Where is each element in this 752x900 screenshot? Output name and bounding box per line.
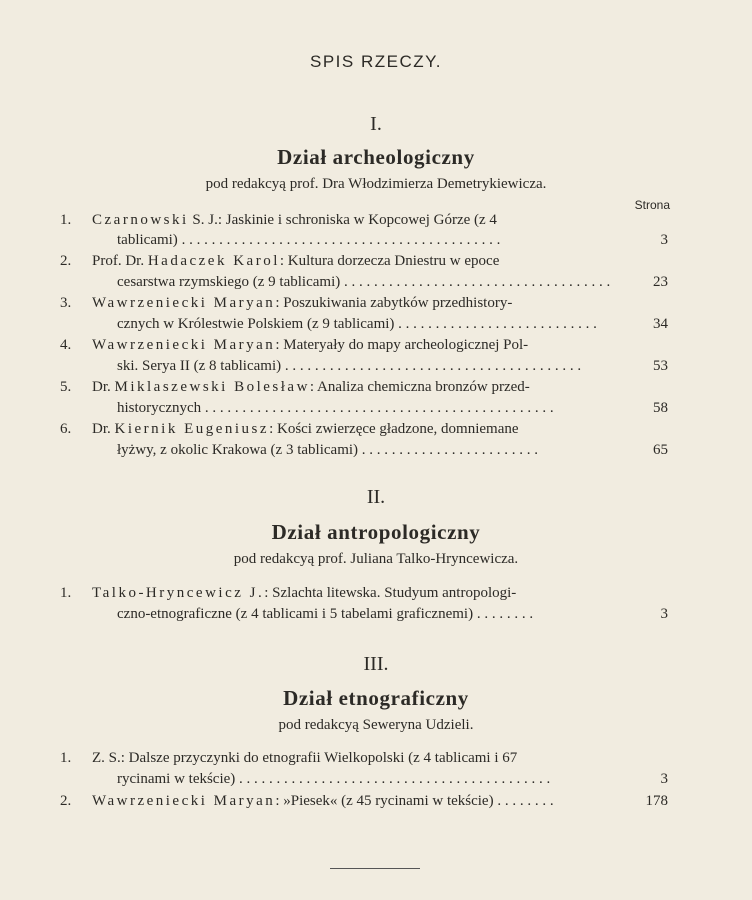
- entry-number: 3.: [60, 295, 72, 311]
- page-column-header: Strona: [634, 198, 670, 212]
- entry-page: 3: [660, 232, 668, 248]
- section-numeral: I.: [370, 113, 382, 135]
- entry-line: [92, 421, 620, 438]
- entry-number: 2.: [60, 253, 72, 269]
- entry-number: 1.: [60, 750, 72, 766]
- entry-title-cont: czno-etnograficzne (z 4 tablicami i 5 tabelami graficznemi): [117, 606, 474, 622]
- entry-line-cont: czno-etnograficzne (z 4 tablicami i 5 tabelami graficznemi) . . . . . . . .: [117, 606, 534, 622]
- entry-page: 3: [660, 771, 668, 787]
- section-editor: pod redakcyą Seweryna Udzieli.: [278, 717, 474, 733]
- entry-line-cont: cesarstwa rzymskiego (z 9 tablicami) . . . . . . . . . . . . . . . . . . . . . . . . . . . . . . . . . . . .: [117, 274, 611, 290]
- entry-title: S. J.: Jaskinie i schroniska w Kopcowej Górze (z 4: [188, 212, 497, 228]
- entry-title: : Kultura dorzecza Dniestru w epoce: [279, 253, 500, 269]
- entry-author: Czarnowski: [92, 212, 189, 228]
- entry-author: Hadaczek Karol: [147, 253, 280, 269]
- entry-title-cont: tablicami): [117, 232, 178, 248]
- closing-rule: [330, 868, 420, 869]
- entry-page: 34: [653, 316, 668, 332]
- entry-line-cont: łyżwy, z okolic Krakowa (z 3 tablicami) . . . . . . . . . . . . . . . . . . . . . . . .: [117, 442, 539, 458]
- entry-author-prefix: Dr.: [92, 379, 115, 395]
- entry-line: [92, 337, 620, 354]
- entry-title: : Kości zwierzęce gładzone, domniemane: [269, 421, 519, 437]
- entry-title-cont: cznych w Królestwie Polskiem (z 9 tablicami): [117, 316, 395, 332]
- entry-line: [92, 295, 620, 312]
- entry-title-cont: ski. Serya II (z 8 tablicami): [117, 358, 282, 374]
- entry-line: [92, 212, 620, 229]
- section-heading: Dział antropologiczny: [271, 520, 481, 544]
- entry-number: 5.: [60, 379, 72, 395]
- entry-title: : Dalsze przyczynki do etnografii Wielkopolski (z 4 tablicami i 67: [120, 750, 518, 766]
- entry-author: Wawrzeniecki Maryan: [92, 793, 276, 809]
- entry-author: Wawrzeniecki Maryan: [92, 337, 276, 353]
- entry-title-cont: rycinami w tekście): [117, 771, 236, 787]
- entry-title-cont: cesarstwa rzymskiego (z 9 tablicami): [117, 274, 341, 290]
- entry-author: Kiernik Eugeniusz: [114, 421, 270, 437]
- entry-line-cont: cznych w Królestwie Polskiem (z 9 tablicami) . . . . . . . . . . . . . . . . . . . . . . . . . . .: [117, 316, 597, 332]
- entry-number: 1.: [60, 212, 72, 228]
- entry-line-cont: historycznych . . . . . . . . . . . . . . . . . . . . . . . . . . . . . . . . . . . . . . . . . . . . . . .: [117, 400, 554, 416]
- entry-line-cont: ski. Serya II (z 8 tablicami) . . . . . . . . . . . . . . . . . . . . . . . . . . . . . . . . . . . . . . . .: [117, 358, 582, 374]
- entry-line-cont: rycinami w tekście) . . . . . . . . . . . . . . . . . . . . . . . . . . . . . . . . . . . . . . . . . .: [117, 771, 551, 787]
- entry-line: [92, 379, 620, 396]
- section-editor: pod redakcyą prof. Juliana Talko-Hryncewicza.: [233, 551, 519, 567]
- entry-number: 2.: [60, 793, 72, 809]
- entry-title: : Poszukiwania zabytków przedhistory-: [275, 295, 513, 311]
- entry-line: [92, 750, 620, 767]
- entry-page: 178: [645, 793, 668, 809]
- entry-author: Miklaszewski Bolesław: [114, 379, 310, 395]
- entry-page: 58: [653, 400, 668, 416]
- entry-author: Wawrzeniecki Maryan: [92, 295, 276, 311]
- entry-author-prefix: Dr.: [92, 421, 115, 437]
- entry-number: 4.: [60, 337, 72, 353]
- entry-author-prefix: Prof. Dr.: [92, 253, 148, 269]
- section-editor: pod redakcyą prof. Dra Włodzimierza Demetrykiewicza.: [205, 176, 547, 192]
- section-heading: Dział archeologiczny: [277, 145, 475, 169]
- section-heading: Dział etnograficzny: [283, 686, 469, 710]
- entry-page: 53: [653, 358, 668, 374]
- entry-title-cont: historycznych: [117, 400, 202, 416]
- entry-line-cont: tablicami) . . . . . . . . . . . . . . . . . . . . . . . . . . . . . . . . . . . . . . . . . . .: [117, 232, 501, 248]
- entry-title-cont: łyżwy, z okolic Krakowa (z 3 tablicami): [117, 442, 359, 458]
- section-numeral: III.: [363, 653, 389, 675]
- entry-title: : Szlachta litewska. Studyum antropologi-: [264, 585, 517, 601]
- entry-author: Talko-Hryncewicz J.: [92, 585, 265, 601]
- entry-page: 65: [653, 442, 668, 458]
- entry-page: 23: [653, 274, 668, 290]
- entry-line: [92, 585, 620, 602]
- entry-title: : Materyały do mapy archeologicznej Pol-: [275, 337, 529, 353]
- entry-title: : »Piesek« (z 45 rycinami w tekście): [275, 793, 494, 809]
- entry-author: Z. S.: [92, 750, 121, 766]
- entry-line: Wawrzeniecki Maryan: »Piesek« (z 45 rycinami w tekście) . . . . . . . .: [92, 793, 554, 809]
- entry-number: 6.: [60, 421, 72, 437]
- entry-title: : Analiza chemiczna bronzów przed-: [309, 379, 530, 395]
- entry-page: 3: [660, 606, 668, 622]
- entry-number: 1.: [60, 585, 72, 601]
- page-title: SPIS RZECZY.: [310, 52, 442, 71]
- entry-line: [92, 253, 620, 270]
- section-numeral: II.: [366, 486, 386, 508]
